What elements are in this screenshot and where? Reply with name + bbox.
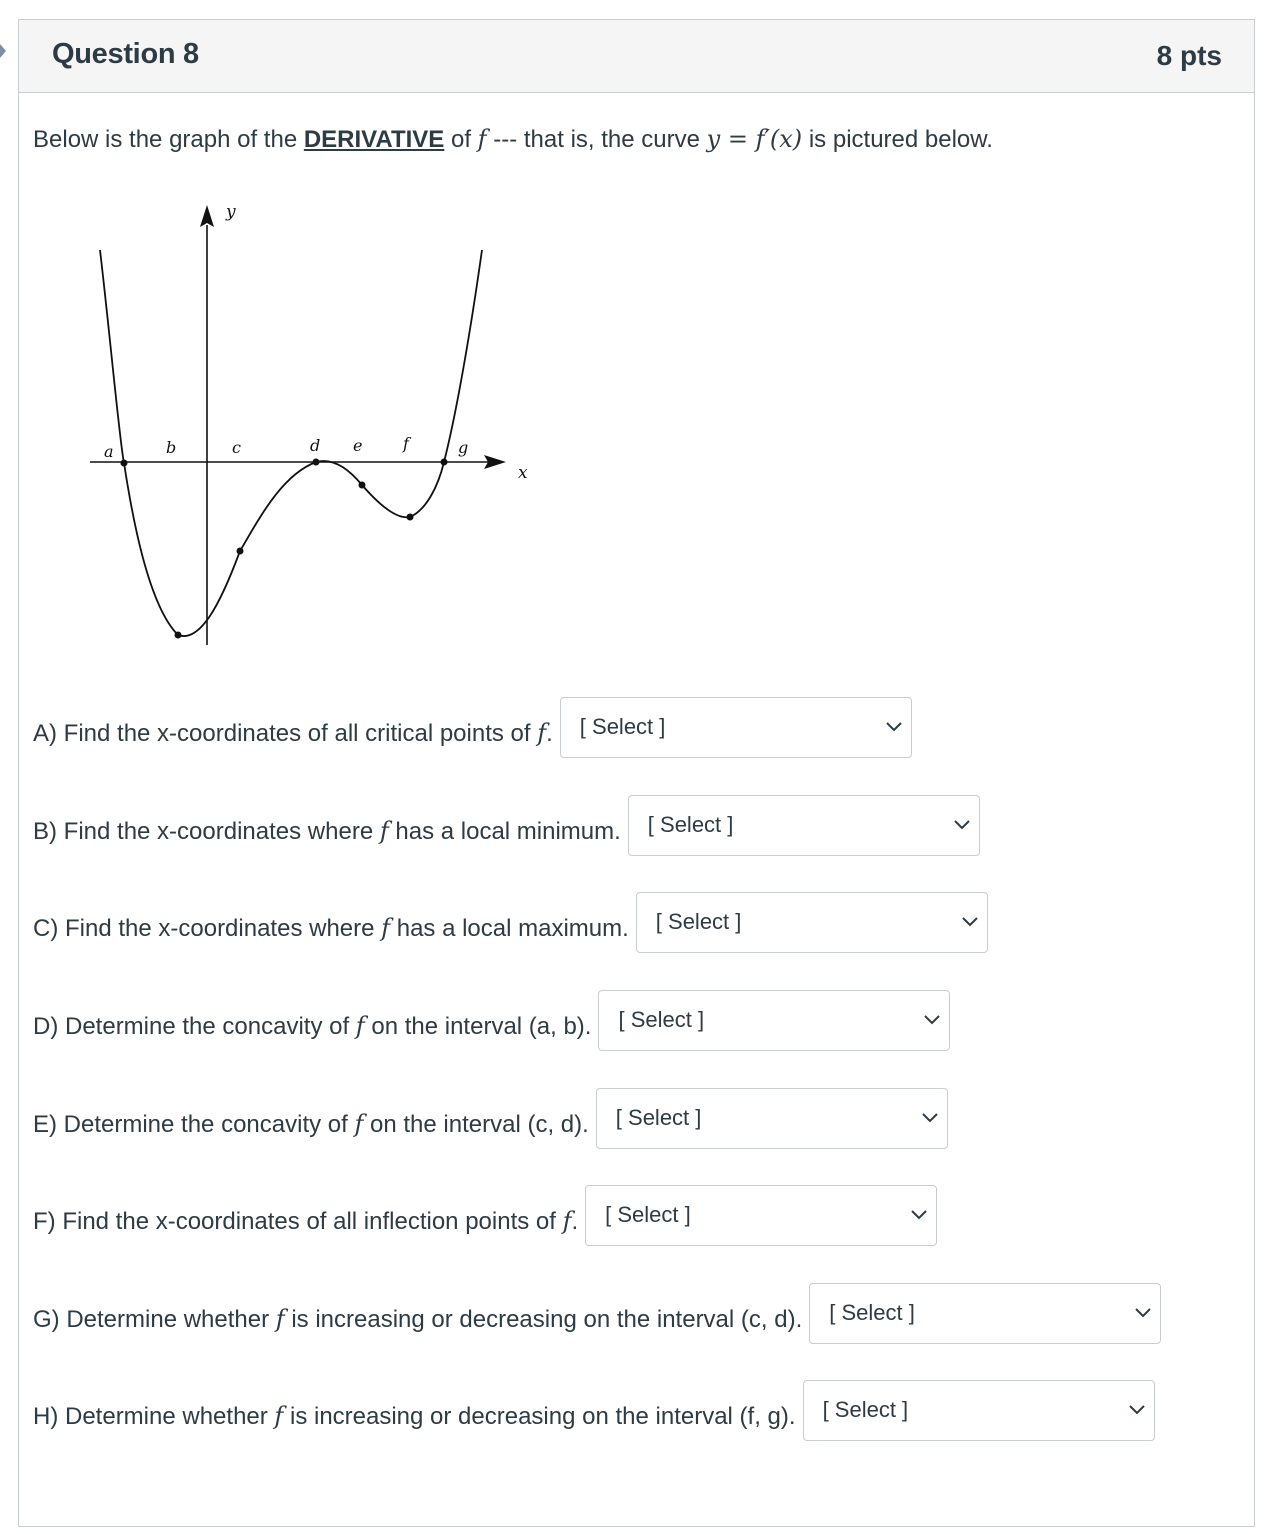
part-b-select[interactable] <box>628 795 980 856</box>
part-e-select[interactable] <box>596 1088 948 1149</box>
intro-prefix: Below is the graph of the <box>33 126 304 153</box>
point-label-b: b <box>166 438 177 457</box>
part-d-row <box>33 989 950 1051</box>
intro-f: f <box>477 125 487 153</box>
part-b-row <box>33 794 980 856</box>
part-e-select-value: [ Select ] <box>615 1104 702 1130</box>
derivative-graph <box>70 185 550 660</box>
chevron-down-icon <box>953 818 971 832</box>
part-g-text: G) Determine whether f is increasing or decreasing on the interval (c, d). <box>33 1304 803 1333</box>
derivative-curve <box>100 250 482 636</box>
part-a-text: A) Find the x-coordinates of all critical points of f. <box>33 718 553 747</box>
part-e-row <box>33 1087 948 1149</box>
point-e-marker <box>359 482 366 489</box>
chevron-down-icon <box>923 1013 941 1027</box>
part-f-row <box>33 1184 937 1246</box>
y-axis-label: y <box>226 202 236 222</box>
point-a-marker <box>121 460 128 467</box>
point-label-f: f <box>403 434 409 453</box>
part-g-row <box>33 1282 1161 1344</box>
part-a-row <box>33 696 912 758</box>
y-axis-arrow-icon <box>200 205 214 227</box>
point-label-c: c <box>232 438 241 457</box>
question-header <box>19 20 1254 93</box>
question-points: 8 pts <box>1156 40 1222 71</box>
part-g-select-value: [ Select ] <box>829 1299 915 1325</box>
chevron-down-icon <box>1134 1306 1152 1320</box>
point-label-d: d <box>310 436 321 455</box>
intro-of: of <box>444 126 478 153</box>
intro-middle: --- that is, the curve <box>486 126 707 153</box>
part-f-text: F) Find the x-coordinates of all inflection points of f. <box>33 1206 579 1235</box>
part-a-select-value: [ Select ] <box>579 713 666 739</box>
chevron-down-icon <box>961 915 979 929</box>
question-intro <box>33 125 993 154</box>
part-c-row <box>33 891 988 953</box>
chevron-down-icon <box>910 1208 928 1222</box>
part-a-select[interactable] <box>560 697 912 758</box>
part-h-select-value: [ Select ] <box>822 1396 909 1422</box>
point-label-e: e <box>353 436 363 455</box>
part-h-row <box>33 1379 1155 1441</box>
part-c-select-value: [ Select ] <box>655 908 742 934</box>
part-g-select[interactable] <box>809 1283 1161 1344</box>
part-b-select-value: [ Select ] <box>647 811 734 837</box>
point-f-marker <box>407 514 414 521</box>
intro-emphasis: DERIVATIVE <box>303 126 445 153</box>
point-g-marker <box>441 459 448 466</box>
intro-suffix: is pictured below. <box>802 126 993 153</box>
intro-equation: y = f′(x) <box>706 125 803 153</box>
part-f-select-value: [ Select ] <box>605 1201 691 1227</box>
chevron-down-icon <box>885 720 903 734</box>
part-f-select[interactable] <box>585 1185 937 1246</box>
part-d-select[interactable] <box>598 990 950 1051</box>
question-marker-icon <box>0 44 6 58</box>
point-b-marker <box>175 632 182 639</box>
question-title: Question 8 <box>52 38 199 70</box>
point-c-marker <box>237 548 244 555</box>
chevron-down-icon <box>921 1111 939 1125</box>
part-d-text: D) Determine the concavity of f on the interval (a, b). <box>33 1011 592 1040</box>
part-c-select[interactable] <box>636 892 988 953</box>
chevron-down-icon <box>1128 1403 1146 1417</box>
point-label-a: a <box>104 442 114 461</box>
part-c-text: C) Find the x-coordinates where f has a local maximum. <box>33 913 629 942</box>
part-h-text: H) Determine whether f is increasing or decreasing on the interval (f, g). <box>33 1401 796 1430</box>
point-label-g: g <box>458 438 469 457</box>
part-e-text: E) Determine the concavity of f on the interval (c, d). <box>33 1109 589 1138</box>
part-b-text: B) Find the x-coordinates where f has a local minimum. <box>33 816 621 845</box>
part-d-select-value: [ Select ] <box>618 1006 705 1032</box>
point-d-marker <box>313 459 320 466</box>
part-h-select[interactable] <box>803 1380 1155 1441</box>
x-axis-label: x <box>518 463 528 483</box>
